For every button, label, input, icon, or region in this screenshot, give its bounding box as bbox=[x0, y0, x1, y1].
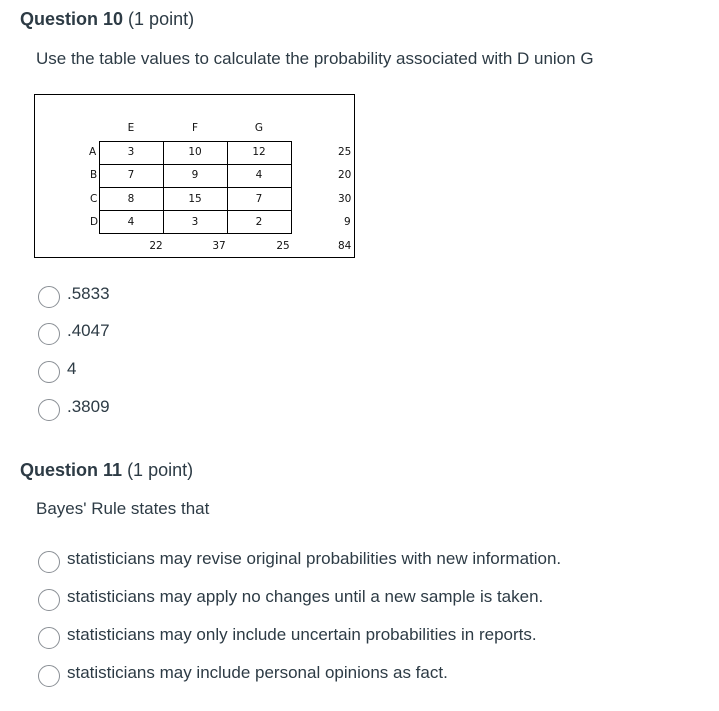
col-total: 25 bbox=[276, 240, 290, 252]
row-label-b: B bbox=[90, 169, 98, 181]
row-total: 20 bbox=[338, 169, 352, 181]
table-cell: 12 bbox=[252, 146, 266, 158]
q11-option-3-radio[interactable] bbox=[38, 627, 60, 649]
col-header-e: E bbox=[127, 122, 135, 134]
question-10-title bbox=[20, 9, 194, 30]
table-cell: 15 bbox=[188, 193, 202, 205]
question-10-points: (1 point) bbox=[128, 9, 195, 29]
question-11-number: Question 11 bbox=[20, 460, 123, 480]
contingency-table-figure bbox=[34, 94, 355, 258]
q11-option-4-label[interactable]: statisticians may include personal opinions as fact. bbox=[67, 663, 448, 682]
question-11-title bbox=[20, 460, 193, 481]
q10-option-3-radio[interactable] bbox=[38, 361, 60, 383]
q11-option-4-radio[interactable] bbox=[38, 665, 60, 687]
table-cell: 4 bbox=[127, 216, 135, 228]
q11-option-2-label[interactable]: statisticians may apply no changes until a new sample is taken. bbox=[67, 587, 544, 606]
q10-option-2-radio[interactable] bbox=[38, 323, 60, 345]
question-10-text: Use the table values to calculate the probability associated with D union G bbox=[36, 49, 594, 68]
table-cell: 7 bbox=[255, 193, 263, 205]
row-label-c: C bbox=[90, 193, 98, 205]
row-total: 9 bbox=[344, 216, 351, 228]
q10-option-4-label[interactable]: .3809 bbox=[67, 397, 110, 416]
q11-option-1-radio[interactable] bbox=[38, 551, 60, 573]
question-11-points: (1 point) bbox=[127, 460, 194, 480]
q11-option-1-label[interactable]: statisticians may revise original probabilities with new information. bbox=[67, 549, 562, 568]
q10-option-1-label[interactable]: .5833 bbox=[67, 284, 110, 303]
col-header-g: G bbox=[254, 122, 264, 134]
row-label-d: D bbox=[90, 216, 99, 228]
table-cell: 3 bbox=[127, 146, 135, 158]
table-cell: 7 bbox=[127, 169, 135, 181]
table-cell: 9 bbox=[191, 169, 199, 181]
row-label-a: A bbox=[89, 146, 97, 158]
table-cell: 3 bbox=[191, 216, 199, 228]
q10-option-3-label[interactable]: 4 bbox=[67, 359, 77, 378]
row-total: 30 bbox=[338, 193, 352, 205]
col-header-f: F bbox=[191, 122, 199, 134]
q10-option-4-radio[interactable] bbox=[38, 399, 60, 421]
q11-option-3-label[interactable]: statisticians may only include uncertain probabilities in reports. bbox=[67, 625, 537, 644]
question-11-text: Bayes' Rule states that bbox=[36, 499, 210, 518]
col-total: 22 bbox=[149, 240, 163, 252]
question-10-number: Question 10 bbox=[20, 9, 124, 29]
q10-option-2-label[interactable]: .4047 bbox=[67, 321, 110, 340]
table-cell: 4 bbox=[255, 169, 263, 181]
table-cell: 2 bbox=[255, 216, 263, 228]
q11-option-2-radio[interactable] bbox=[38, 589, 60, 611]
row-total: 25 bbox=[338, 146, 352, 158]
table-cell: 10 bbox=[188, 146, 202, 158]
q10-option-1-radio[interactable] bbox=[38, 286, 60, 308]
table-cell: 8 bbox=[127, 193, 135, 205]
grand-total: 84 bbox=[338, 240, 352, 252]
col-total: 37 bbox=[212, 240, 226, 252]
